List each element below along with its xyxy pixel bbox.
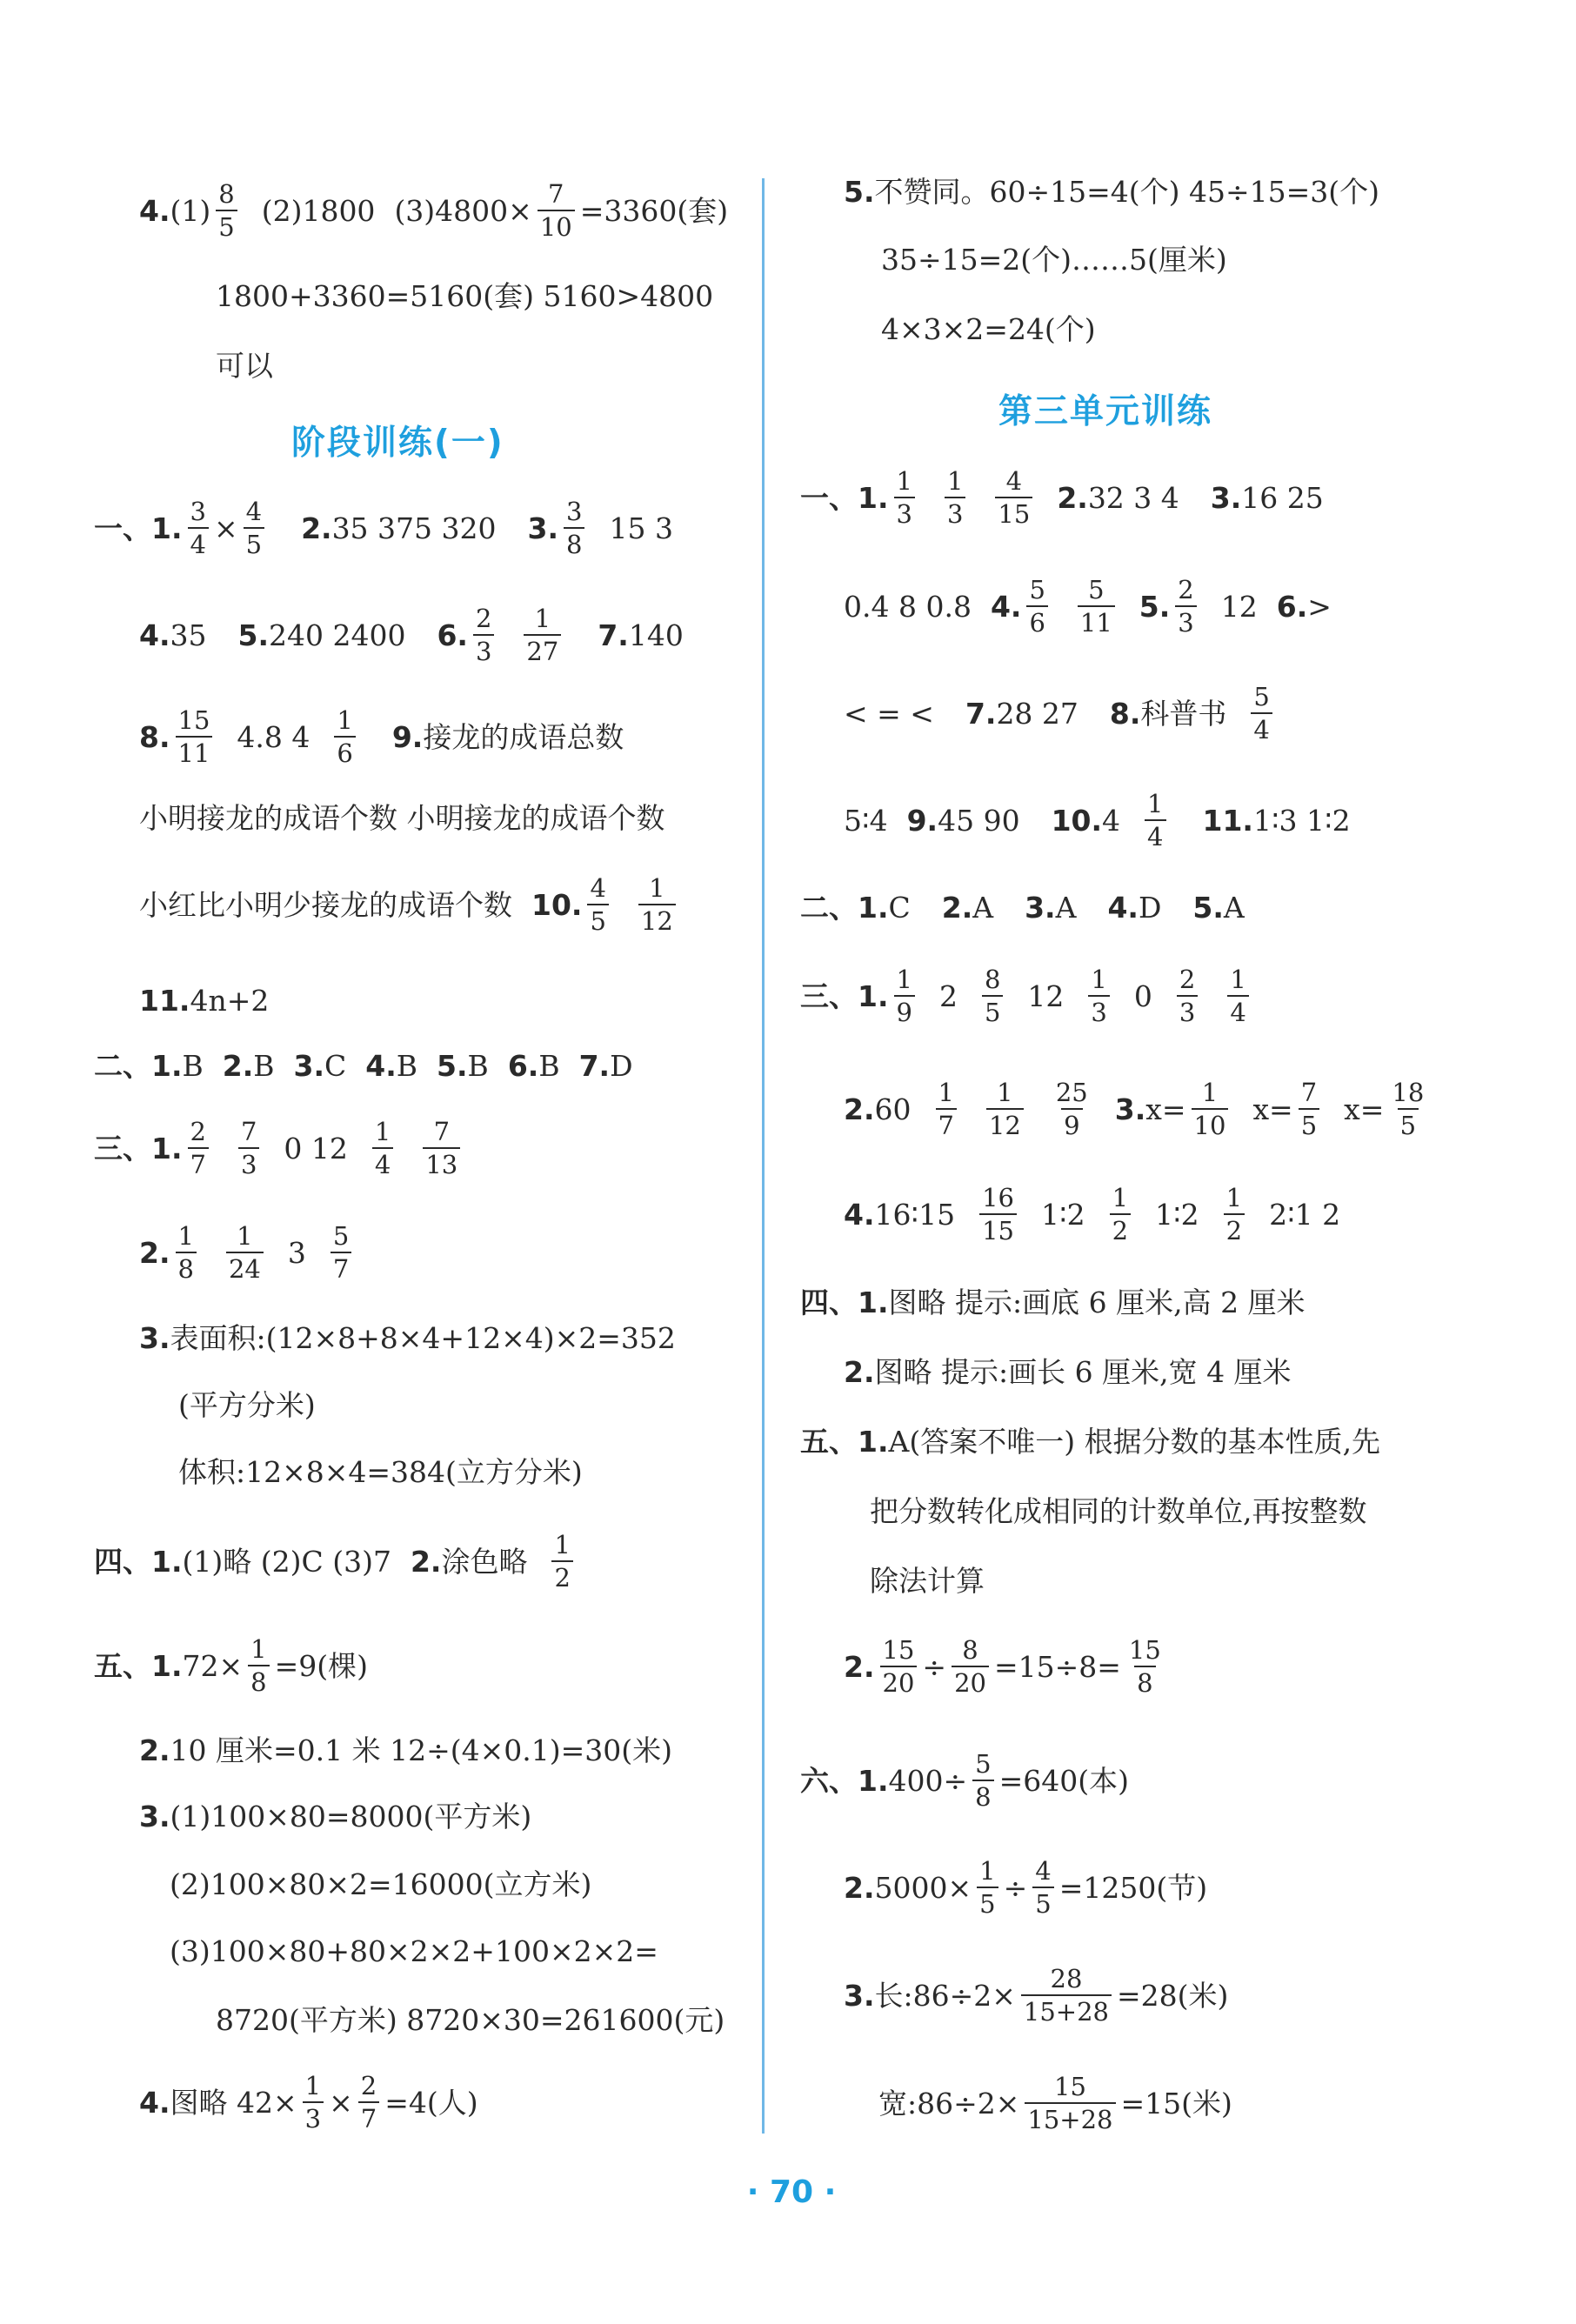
fraction: $\frac{3}{8}$ [564,498,584,559]
fraction: $\frac{1}{12}$ [986,1079,1024,1140]
s1-row1: 一、 1. $\frac{3}{4}$ × $\frac{4}{5}$ 2. 35 375 320 3. $\frac{3}{8}$ 15 3 [94,496,673,559]
fraction: $\frac{5}{11}$ [1078,576,1115,638]
s1-row3: 8. $\frac{15}{11}$ 4.8 4 $\frac{1}{6}$ 9. 接龙的成语总数 [139,705,624,768]
r-s2-row: 二、 1. C 2. A 3. A 4. D 5. A [800,890,1245,925]
r-s5-row3: 除法计算 [870,1563,985,1598]
fraction: $\frac{1}{2}$ [1224,1184,1245,1245]
fraction: $\frac{1}{8}$ [176,1222,197,1284]
s1-row6: 11. 4n+2 [139,983,270,1018]
answer-5-line1: 5. 不赞同。60÷15=4(个) 45÷15=3(个) [844,174,1380,209]
r-s1-row3: < = < 7. 28 27 8. 科普书 $\frac{5}{4}$ [844,687,1278,739]
s1-row4: 小明接龙的成语个数 小明接龙的成语个数 [139,800,665,835]
r-s6-row1: 六、 1. 400÷ $\frac{5}{8}$ =640(本) [800,1748,1129,1812]
fraction: $\frac{15}{20}$ [880,1636,918,1698]
right-column [765,0,1576,2324]
fraction: $\frac{4}{5}$ [587,874,608,936]
r-s3-row1: 三、 1. $\frac{1}{9}$ 2 $\frac{8}{5}$ 12 $\frac{1}{3}$ 0 $\frac{2}{3}$ $\frac{1}{4}$ [800,970,1254,1022]
s4-row: 四、 1. (1)略 (2)C (3)7 2. 涂色略 $\frac{1}{2}$ [94,1535,578,1587]
fraction: $\frac{1}{4}$ [1145,790,1165,851]
fraction: $\frac{1}{12}$ [638,874,676,936]
s1-row5: 小红比小明少接龙的成语个数 10. $\frac{4}{5}$ $\frac{1}{12}$ [139,878,681,931]
fraction: $\frac{2}{3}$ [473,604,494,666]
r-s3-row2: 2. 60 $\frac{1}{7}$ $\frac{1}{12}$ $\frac{25}{9}$ 3. x= $\frac{1}{10}$ x= $\frac{7}{5}$ x= $\frac{18}{5}$ [844,1083,1432,1135]
fraction: $\frac{1}{9}$ [894,965,915,1027]
r-s4-row2: 2. 图略 提示:画长 6 厘米,宽 4 厘米 [844,1354,1292,1389]
s2-row: 二、 1. B 2. B 3. C 4. B 5. B 6. B 7. D [94,1048,633,1083]
fraction: $\frac{4}{5}$ [244,498,264,559]
fraction: $\frac{1}{5}$ [977,1857,998,1919]
r-s1-row1: 一、 1. $\frac{1}{3}$ $\frac{1}{3}$ $\frac{4}{15}$ 2. 32 3 4 3. 16 25 [800,465,1324,529]
fraction: $\frac{8}{20}$ [952,1636,989,1698]
section-heading-stage-training: 阶段训练(一) [291,424,504,463]
r-s6-row4: 宽:86÷2× $\frac{15}{15+28}$ =15(米) [878,2071,1232,2134]
r-s4-row1: 四、 1. 图略 提示:画底 6 厘米,高 2 厘米 [800,1285,1306,1319]
fraction: $\frac{8}{5}$ [216,180,237,242]
left-column [0,0,764,2324]
fraction: $\frac{7}{10}$ [538,180,575,242]
fraction: $\frac{1}{3}$ [1088,965,1109,1027]
answer-5-line3: 4×3×2=24(个) [881,311,1096,346]
r-s1-row4: 5∶4 9. 45 90 10. 4 $\frac{1}{4}$ 11. 1∶3 1∶2 [844,788,1351,851]
fraction: $\frac{5}{8}$ [972,1750,993,1812]
answer-5-line2: 35÷15=2(个)……5(厘米) [881,242,1227,277]
section-heading-unit-three: 第三单元训练 [998,392,1213,431]
fraction: $\frac{15}{15+28}$ [1025,2073,1115,2134]
fraction: $\frac{5}{4}$ [1251,683,1272,745]
fraction: $\frac{1}{10}$ [1192,1079,1229,1140]
fraction: $\frac{1}{8}$ [248,1635,269,1697]
r-s5-row1: 五、 1. A(答案不唯一) 根据分数的基本性质,先 [800,1424,1381,1459]
answer-4-line3: 可以 [216,348,273,383]
fraction: $\frac{1}{4}$ [1227,965,1248,1027]
fraction: $\frac{1}{3}$ [894,467,915,529]
s3-row1: 三、 1. $\frac{2}{7}$ $\frac{7}{3}$ 0 12 $\frac{1}{4}$ $\frac{7}{13}$ [94,1122,465,1174]
fraction: $\frac{4}{5}$ [1032,1857,1053,1919]
fraction: $\frac{2}{7}$ [358,2072,379,2134]
fraction: $\frac{1}{2}$ [551,1531,572,1593]
r-s3-row3: 4. 16∶15 $\frac{16}{15}$ 1∶2 $\frac{1}{2}$ 1∶2 $\frac{1}{2}$ 2∶1 2 [844,1182,1341,1245]
fraction: $\frac{1}{7}$ [936,1079,957,1140]
fraction: $\frac{7}{13}$ [423,1118,460,1179]
r-s6-row2: 2. 5000× $\frac{1}{5}$ ÷ $\frac{4}{5}$ =1250(节) [844,1855,1208,1919]
page-number: · 70 · [746,2174,837,2210]
fraction: $\frac{5}{6}$ [1026,576,1047,638]
fraction: $\frac{4}{15}$ [995,467,1032,529]
r-s5-row4: 2. $\frac{15}{20}$ ÷ $\frac{8}{20}$ =15÷8= $\frac{15}{8}$ [844,1640,1169,1693]
s5-row5: (3)100×80+80×2×2+100×2×2= [170,1933,658,1968]
s5-row6: 8720(平方米) 8720×30=261600(元) [216,2002,725,2037]
answer-4-line2: 1800+3360=5160(套) 5160>4800 [216,278,714,313]
s1-row2: 4. 35 5. 240 2400 6. $\frac{2}{3}$ $\frac{1}{27}$ 7. 140 [139,603,684,666]
fraction: $\frac{5}{7}$ [331,1222,351,1284]
fraction: $\frac{15}{8}$ [1128,1634,1161,1698]
fraction: $\frac{1}{27}$ [524,604,561,666]
fraction: $\frac{1}{6}$ [334,706,355,768]
fraction: $\frac{1}{3}$ [303,2072,324,2134]
fraction: $\frac{2}{3}$ [1175,576,1196,638]
fraction: $\frac{1}{2}$ [1110,1184,1131,1245]
r-s6-row3: 3. 长:86÷2× $\frac{28}{15+28}$ =28(米) [844,1963,1229,2027]
fraction: $\frac{1}{4}$ [372,1118,393,1179]
column-divider [762,178,765,2134]
fraction: $\frac{3}{4}$ [188,498,209,559]
fraction: $\frac{2}{3}$ [1177,965,1198,1027]
answer-4-line1: 4. (1) $\frac{8}{5}$ (2)1800 (3)4800× $\frac{7}{10}$ =3360(套) [139,178,729,242]
s5-row2: 2. 10 厘米=0.1 米 12÷(4×0.1)=30(米) [139,1733,672,1767]
r-s1-row2: 0.4 8 0.8 4. $\frac{5}{6}$ $\frac{5}{11}$ 5. $\frac{2}{3}$ 12 6. > [844,574,1332,638]
s3-row3: 3. 表面积:(12×8+8×4+12×4)×2=352 [139,1320,676,1355]
fraction: $\frac{2}{7}$ [188,1118,209,1179]
fraction: $\frac{7}{5}$ [1299,1079,1319,1140]
fraction: $\frac{28}{15+28}$ [1021,1965,1112,2027]
s5-row1: 五、 1. 72× $\frac{1}{8}$ =9(棵) [94,1633,369,1697]
r-s5-row2: 把分数转化成相同的计数单位,再按整数 [870,1493,1367,1528]
s5-row3: 3. (1)100×80=8000(平方米) [139,1799,532,1833]
fraction: $\frac{7}{3}$ [238,1118,259,1179]
fraction: $\frac{18}{5}$ [1392,1077,1425,1140]
s3-row5: 体积:12×8×4=384(立方分米) [178,1454,583,1489]
fraction: $\frac{15}{11}$ [176,706,213,768]
fraction: $\frac{1}{24}$ [226,1222,264,1284]
fraction: $\frac{8}{5}$ [982,965,1003,1027]
s3-row2: 2. $\frac{1}{8}$ $\frac{1}{24}$ 3 $\frac{5}{7}$ [139,1226,357,1279]
s5-row4: (2)100×80×2=16000(立方米) [170,1867,592,1901]
s3-row4: (平方分米) [178,1387,316,1422]
fraction: $\frac{25}{9}$ [1055,1077,1088,1140]
fraction: $\frac{1}{3}$ [945,467,965,529]
fraction: $\frac{16}{15}$ [979,1184,1017,1245]
s5-row7: 4. 图略 42× $\frac{1}{3}$ × $\frac{2}{7}$ =4(人) [139,2070,478,2134]
